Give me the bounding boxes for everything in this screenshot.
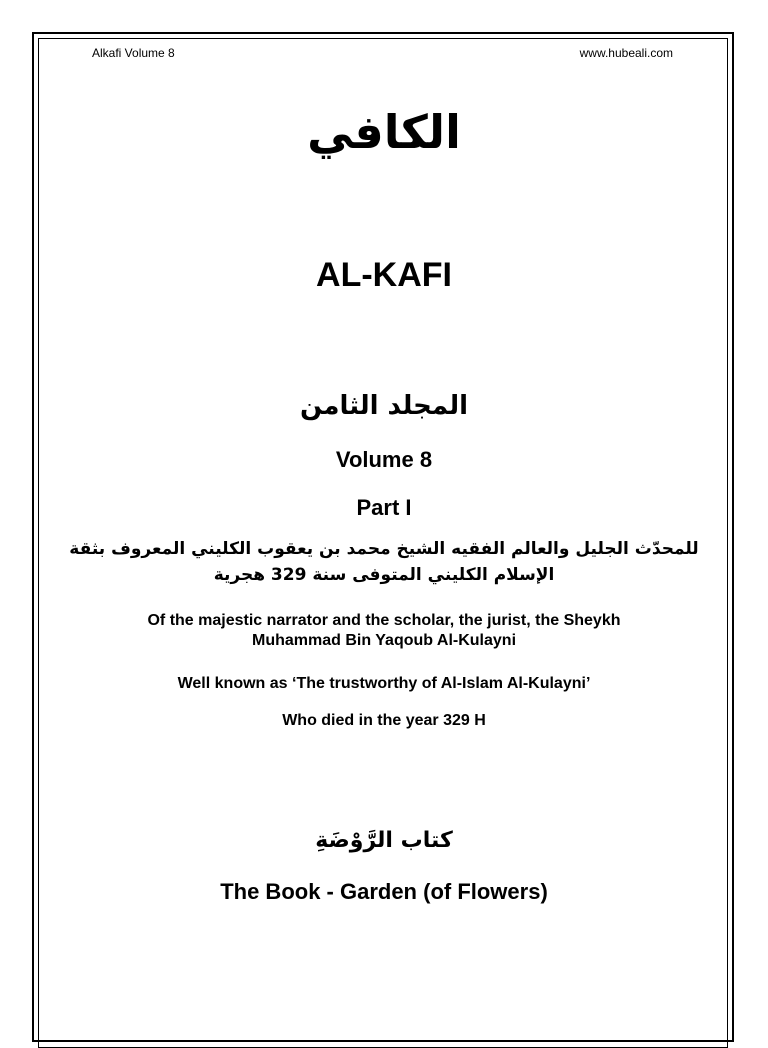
arabic-volume: المجلد الثامن bbox=[299, 391, 469, 421]
english-narrator-description bbox=[0, 611, 768, 651]
english-title: AL-KAFI bbox=[316, 256, 452, 294]
english-narrator-line-2: Muhammad Bin Yaqoub Al-Kulayni bbox=[251, 632, 517, 649]
arabic-narrator-description bbox=[0, 536, 768, 588]
part-label: Part I bbox=[356, 495, 412, 520]
arabic-title: الكافي bbox=[307, 105, 461, 159]
english-narrator-line-1: Of the majestic narrator and the scholar, the jurist, the Sheykh bbox=[147, 612, 621, 629]
english-book-title: The Book - Garden (of Flowers) bbox=[220, 879, 548, 904]
died-line: Who died in the year 329 H bbox=[282, 712, 486, 729]
known-as-line: Well known as ‘The trustworthy of Al-Islam Al-Kulayni’ bbox=[177, 675, 591, 692]
arabic-narrator-line-2: الإسلام الكليني المتوفى سنة 329 هجرية bbox=[213, 565, 555, 585]
arabic-narrator-line-1: للمحدّث الجليل والعالم الفقيه الشيخ محمد بن يعقوب الكليني المعروف بثقة bbox=[69, 539, 699, 559]
english-volume: Volume 8 bbox=[335, 447, 433, 472]
running-header-title: Alkafi Volume 8 bbox=[92, 46, 175, 60]
running-header-website: www.hubeali.com bbox=[579, 46, 673, 60]
arabic-book-title: كتاب الرَّوْضَةِ bbox=[315, 828, 453, 853]
